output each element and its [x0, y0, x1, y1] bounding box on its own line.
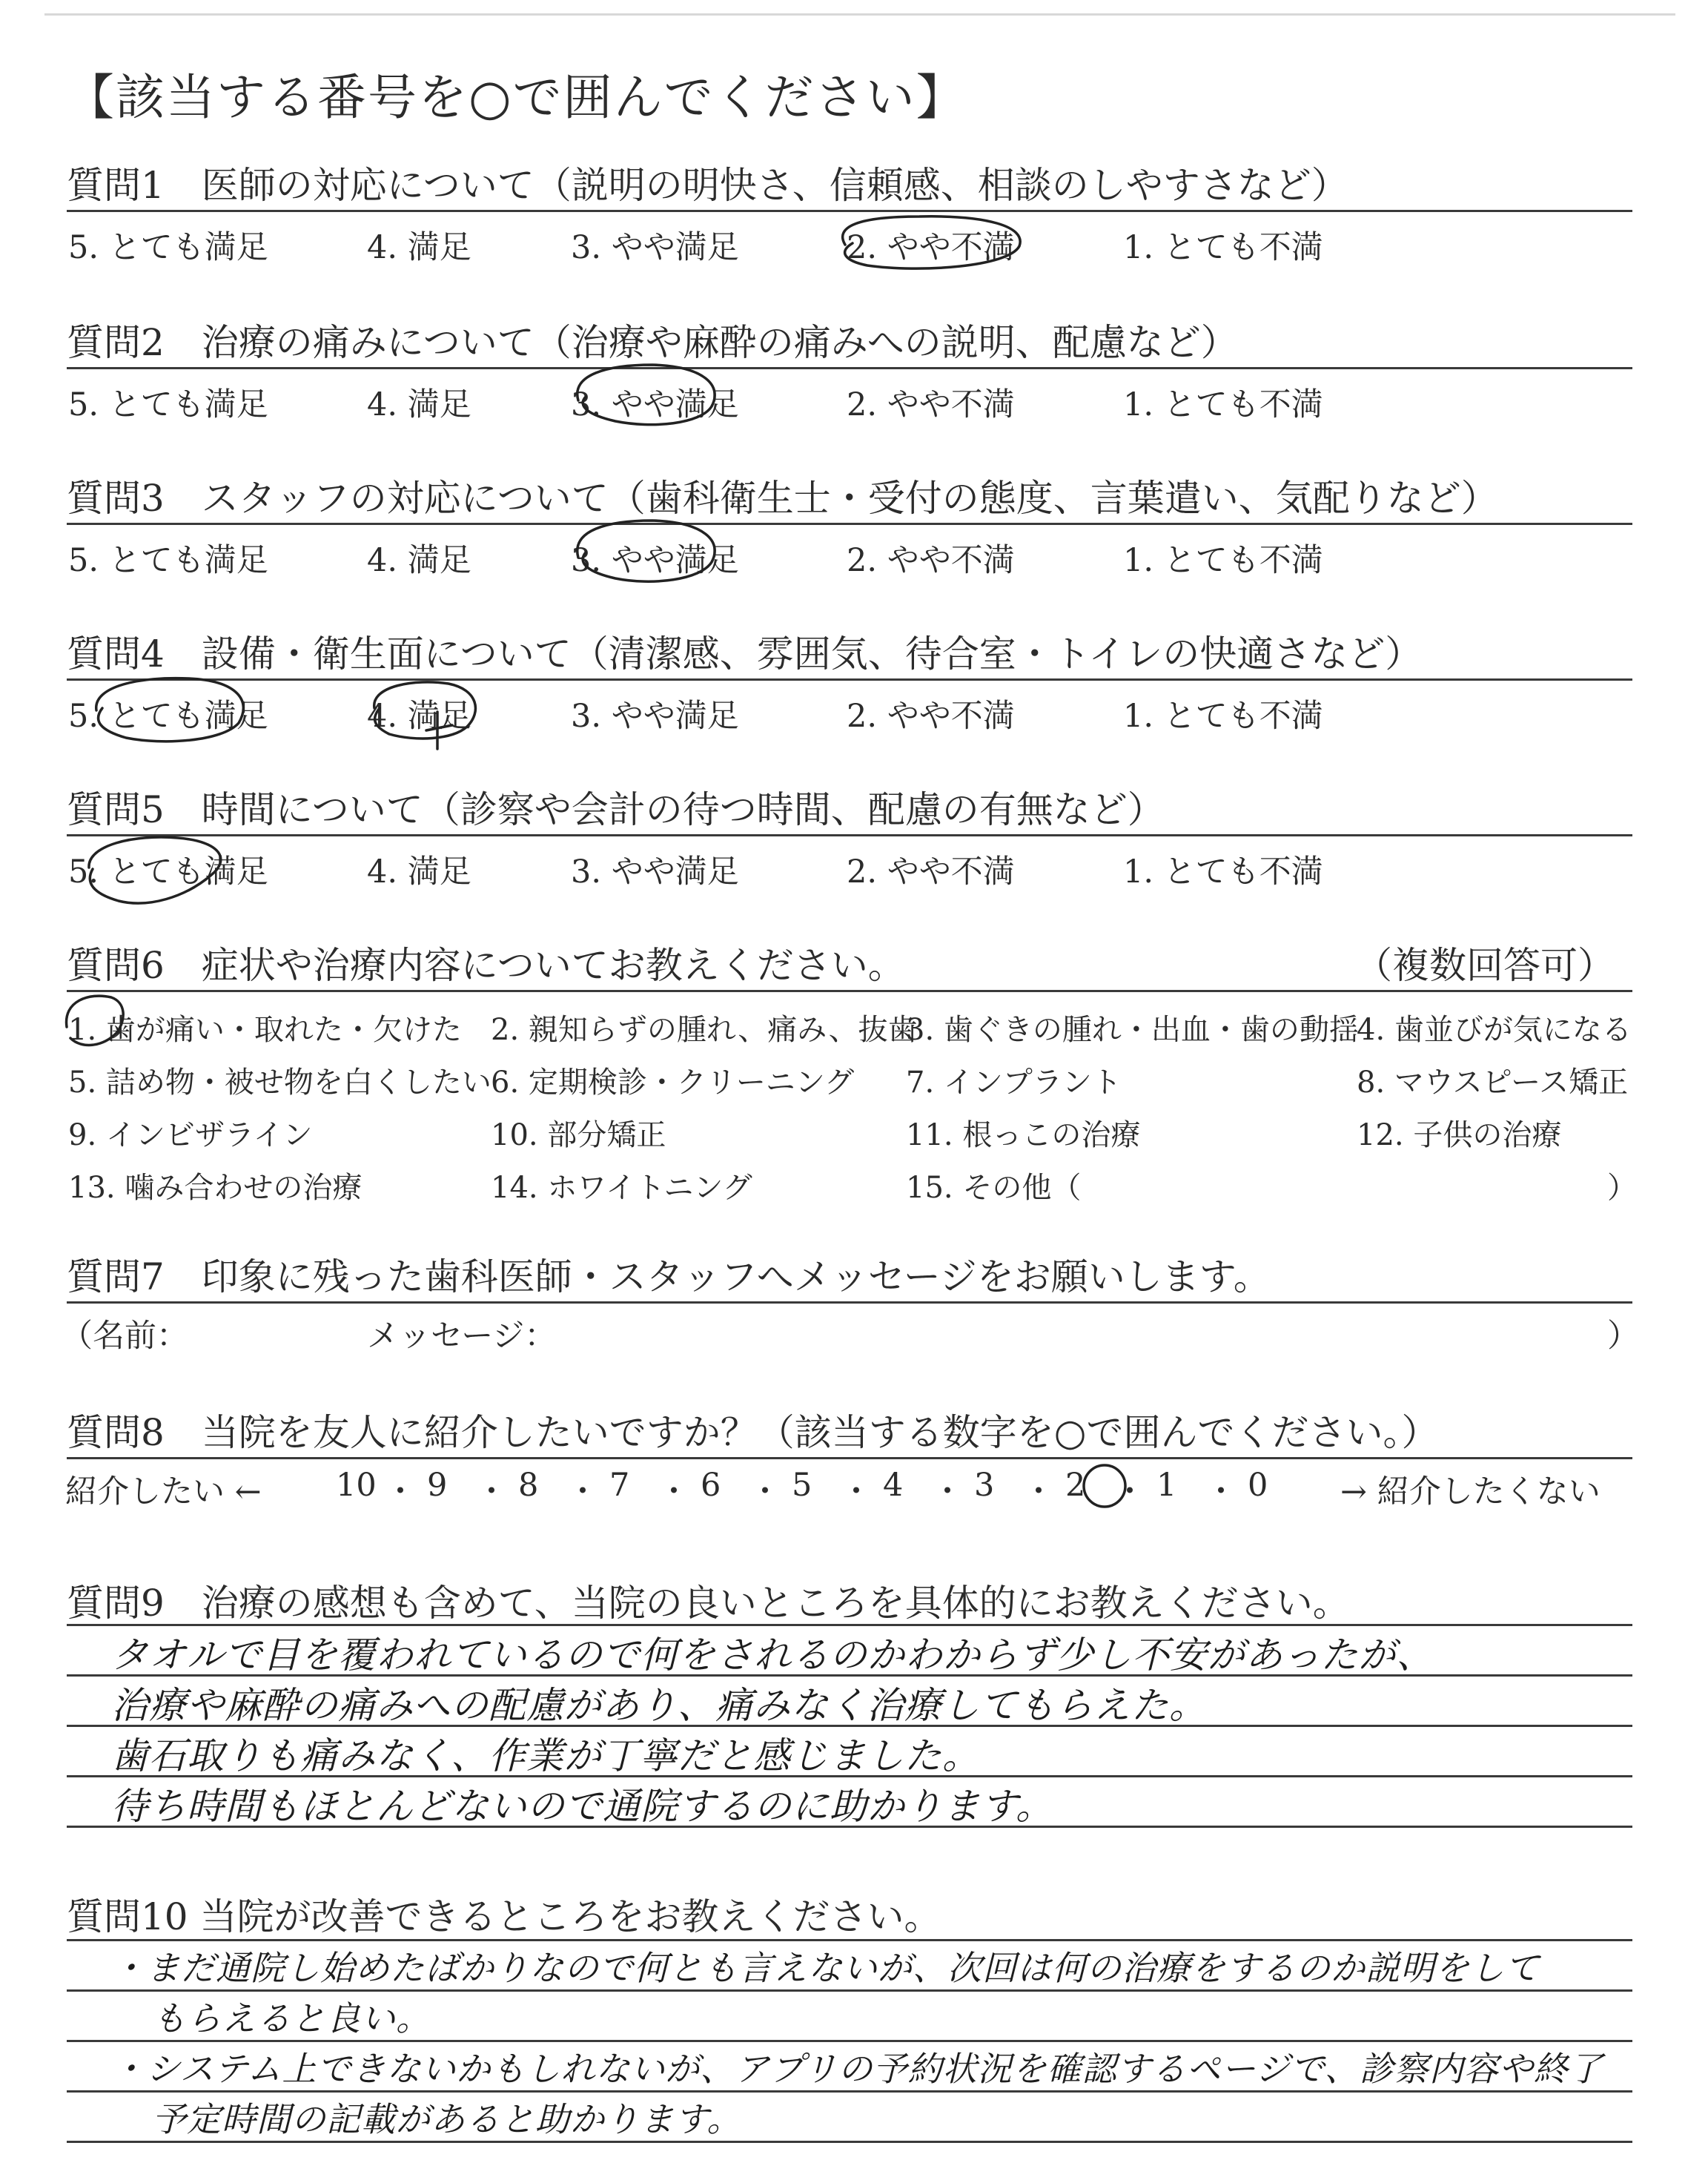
q1-option-4[interactable]: 4. 満足 — [367, 229, 471, 266]
q6-option-9[interactable]: 9. インビザライン — [68, 1118, 313, 1152]
q3-option-1[interactable]: 1. とても不満 — [1123, 542, 1323, 579]
q6-option-3[interactable]: 3. 歯ぐきの腫れ・出血・歯の動揺 — [906, 1013, 1359, 1047]
pen-scribble-q4 — [426, 712, 452, 749]
q8-right-label: → 紹介したくない — [1340, 1473, 1601, 1510]
question-10-title: 質問10 当院が改善できるところをお教えください。 — [67, 1895, 941, 1938]
q8-scale-8[interactable]: 8 — [518, 1467, 539, 1504]
q6-option-2[interactable]: 2. 親知らずの腫れ、痛み、抜歯 — [491, 1013, 918, 1047]
q3-option-2[interactable]: 2. やや不満 — [847, 542, 1015, 579]
q6-multiple-note: （複数回答可） — [1355, 944, 1615, 987]
q6-option-13[interactable]: 13. 噛み合わせの治療 — [68, 1171, 363, 1205]
q8-scale-2[interactable]: 2 — [1065, 1467, 1086, 1504]
q4-option-3[interactable]: 3. やや満足 — [571, 698, 739, 735]
q2-option-2[interactable]: 2. やや不満 — [847, 386, 1015, 423]
q2-option-3[interactable]: 3. やや満足 — [571, 386, 739, 423]
q8-scale-separator: ・ — [931, 1473, 964, 1510]
q2-option-4[interactable]: 4. 満足 — [367, 386, 471, 423]
q8-scale-5[interactable]: 5 — [792, 1467, 812, 1504]
q6-option-8[interactable]: 8. マウスピース矯正 — [1357, 1066, 1629, 1100]
pen-circle-q2 — [577, 365, 715, 425]
question-4-title: 質問4 設備・衛生面について（清潔感、雰囲気、待合室・トイレの快適さなど） — [67, 633, 1423, 676]
q8-scale-separator: ・ — [566, 1473, 599, 1510]
q6-option-1[interactable]: 1. 歯が痛い・取れた・欠けた — [68, 1013, 462, 1047]
pen-circle-q3 — [577, 521, 715, 581]
q4-option-2[interactable]: 2. やや不満 — [847, 698, 1015, 735]
q6-option-14[interactable]: 14. ホワイトニング — [491, 1171, 752, 1205]
q6-option-10[interactable]: 10. 部分矯正 — [491, 1118, 666, 1152]
question-2-title: 質問2 治療の痛みについて（治療や麻酔の痛みへの説明、配慮など） — [67, 321, 1238, 364]
q5-option-5[interactable]: 5. とても満足 — [68, 853, 268, 891]
q8-scale-separator: ・ — [475, 1473, 508, 1510]
q9-answer-line-3: 歯石取りも痛みなく、作業が丁寧だと感じました。 — [111, 1734, 980, 1777]
q1-option-5[interactable]: 5. とても満足 — [68, 229, 268, 266]
q8-scale-1[interactable]: 1 — [1156, 1467, 1177, 1504]
q5-option-3[interactable]: 3. やや満足 — [571, 853, 739, 891]
q2-option-5[interactable]: 5. とても満足 — [68, 386, 268, 423]
pen-circle-q4-5 — [96, 678, 244, 742]
q7-close-paren: ） — [1607, 1318, 1639, 1355]
q6-other-close-paren: ） — [1607, 1171, 1637, 1205]
q5-option-2[interactable]: 2. やや不満 — [847, 853, 1015, 891]
q9-answer-line-2: 治療や麻酔の痛みへの配慮があり、痛みなく治療してもらえた。 — [111, 1684, 1207, 1727]
q1-option-3[interactable]: 3. やや満足 — [571, 229, 739, 266]
q4-option-4[interactable]: 4. 満足 — [367, 698, 471, 735]
q10-answer-line-3: ・システム上できないかもしれないが、アプリの予約状況を確認するページで、診察内容や終了 — [111, 2049, 1603, 2089]
q8-scale-separator: ・ — [658, 1473, 690, 1510]
q7-name-label: （名前： — [61, 1318, 188, 1355]
q3-option-4[interactable]: 4. 満足 — [367, 542, 471, 579]
pen-circle-q4-4 — [374, 682, 476, 739]
q2-option-1[interactable]: 1. とても不満 — [1123, 386, 1323, 423]
pen-circle-q1 — [843, 217, 1021, 268]
q8-scale-separator: ・ — [1205, 1473, 1237, 1510]
q6-option-5[interactable]: 5. 詰め物・被せ物を白くしたい — [68, 1066, 491, 1100]
q8-scale-6[interactable]: 6 — [701, 1467, 721, 1504]
q3-option-5[interactable]: 5. とても満足 — [68, 542, 268, 579]
question-3-title: 質問3 スタッフの対応について（歯科衛生士・受付の態度、言葉遣い、気配りなど） — [67, 477, 1498, 520]
page-title: 【該当する番号を○で囲んでください】 — [65, 69, 967, 126]
q4-option-5[interactable]: 5. とても満足 — [68, 698, 268, 735]
q8-scale-4[interactable]: 4 — [883, 1467, 904, 1504]
q8-scale-0[interactable]: 0 — [1248, 1467, 1268, 1504]
q5-option-4[interactable]: 4. 満足 — [367, 853, 471, 891]
q8-scale-separator: ・ — [1022, 1473, 1055, 1510]
q8-scale-10[interactable]: 10 — [336, 1467, 377, 1504]
question-9-title: 質問9 治療の感想も含めて、当院の良いところを具体的にお教えください。 — [67, 1582, 1350, 1625]
question-8-title: 質問8 当院を友人に紹介したいですか？（該当する数字を○で囲んでください。） — [67, 1411, 1439, 1454]
q8-scale-separator: ・ — [840, 1473, 873, 1510]
q6-option-15[interactable]: 15. その他（ — [906, 1171, 1082, 1205]
q1-option-1[interactable]: 1. とても不満 — [1123, 229, 1323, 266]
q8-scale-7[interactable]: 7 — [609, 1467, 630, 1504]
q10-answer-line-2: もらえると良い。 — [152, 1998, 431, 2038]
q10-answer-line-4: 予定時間の記載があると助かります。 — [152, 2099, 742, 2139]
q8-scale-9[interactable]: 9 — [427, 1467, 448, 1504]
q6-option-7[interactable]: 7. インプラント — [906, 1066, 1122, 1100]
q6-option-6[interactable]: 6. 定期検診・クリーニング — [491, 1066, 855, 1100]
q8-scale-3[interactable]: 3 — [974, 1467, 995, 1504]
q1-option-2[interactable]: 2. やや不満 — [847, 229, 1015, 266]
pen-circle-q6 — [67, 996, 124, 1045]
q6-option-4[interactable]: 4. 歯並びが気になる — [1357, 1013, 1632, 1047]
question-7-title: 質問7 印象に残った歯科医師・スタッフへメッセージをお願いします。 — [67, 1255, 1271, 1298]
q9-answer-line-1: タオルで目を覆われているので何をされるのかわからず少し不安があったが、 — [111, 1634, 1434, 1677]
q8-scale-separator: ・ — [1113, 1473, 1146, 1510]
q8-scale-separator: ・ — [384, 1473, 417, 1510]
q6-option-11[interactable]: 11. 根っこの治療 — [906, 1118, 1141, 1152]
q4-option-1[interactable]: 1. とても不満 — [1123, 698, 1323, 735]
q8-scale-separator: ・ — [749, 1473, 781, 1510]
q7-message-label: メッセージ： — [367, 1318, 557, 1355]
q10-answer-line-1: ・まだ通院し始めたばかりなので何とも言えないが、次回は何の治療をするのか説明をして — [111, 1948, 1540, 1988]
q9-answer-line-4: 待ち時間もほとんどないので通院するのに助かります。 — [111, 1785, 1053, 1828]
q8-left-label: 紹介したい ← — [65, 1473, 262, 1510]
q5-option-1[interactable]: 1. とても不満 — [1123, 853, 1323, 891]
pen-circle-q5 — [89, 837, 221, 903]
q3-option-3[interactable]: 3. やや満足 — [571, 542, 739, 579]
question-5-title: 質問5 時間について（診察や会計の待つ時間、配慮の有無など） — [67, 788, 1165, 831]
pen-circle-q8 — [1084, 1465, 1125, 1507]
question-1-title: 質問1 医師の対応について（説明の明快さ、信頼感、相談のしやすさなど） — [67, 164, 1348, 207]
q6-option-12[interactable]: 12. 子供の治療 — [1357, 1118, 1562, 1152]
question-6-title: 質問6 症状や治療内容についてお教えください。 — [67, 944, 905, 987]
